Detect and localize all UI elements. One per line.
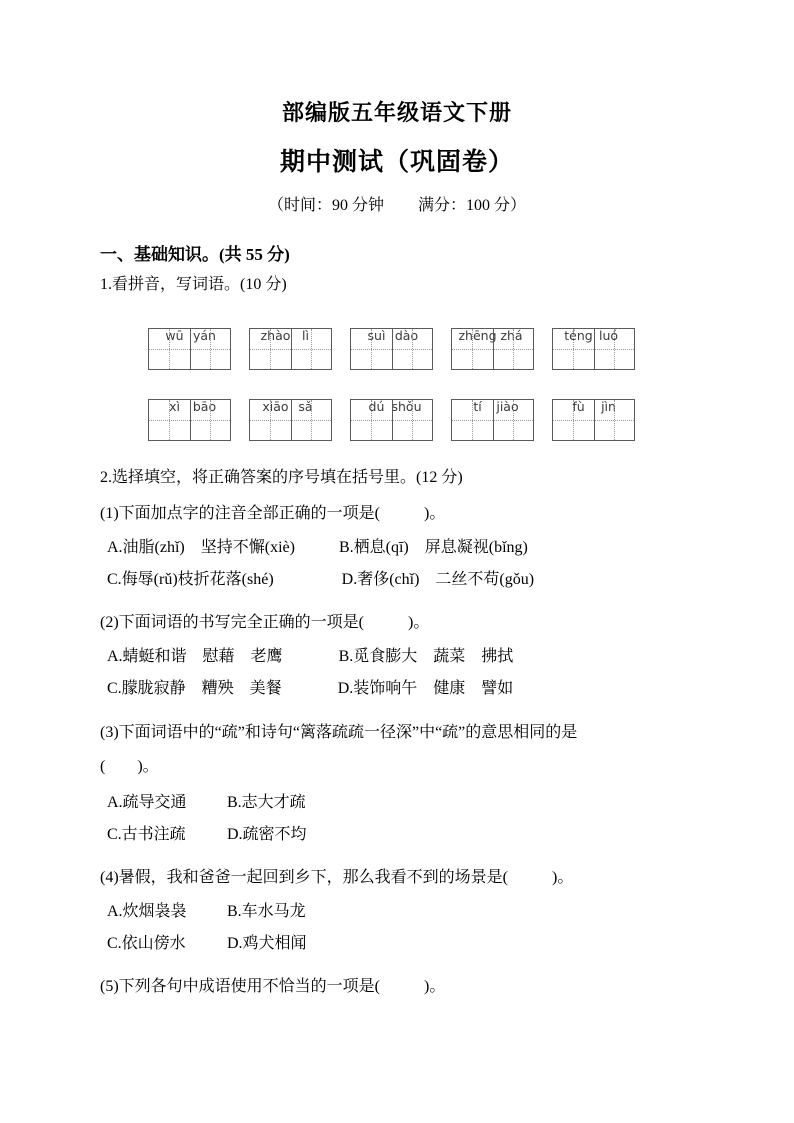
question-2-3-stem: (3)下面词语中的“疏”和诗句“篱落疏疏一径深”中“疏”的意思相同的是 bbox=[100, 724, 578, 741]
option-d[interactable]: D.奢侈(chǐ) 二丝不苟(gǒu) bbox=[341, 571, 535, 588]
pinyin-label: téng luó bbox=[564, 328, 619, 343]
grid-group[interactable] bbox=[451, 328, 534, 370]
question-2-4-options-cd bbox=[107, 930, 307, 953]
grid-group[interactable] bbox=[148, 328, 231, 370]
option-d[interactable]: D.装饰响午 健康 譬如 bbox=[337, 680, 514, 697]
pinyin-label: zhào lì bbox=[260, 328, 309, 343]
pinyin-label: xiāo sǎ bbox=[262, 399, 313, 414]
question-2-2-options-cd bbox=[107, 675, 513, 698]
tianzige-cell[interactable] bbox=[553, 400, 594, 440]
tianzige-cell[interactable] bbox=[149, 329, 190, 369]
tianzige-box-pair[interactable] bbox=[451, 328, 534, 370]
pinyin-writing-grid bbox=[148, 306, 648, 447]
option-b[interactable]: B.觅食膨大 蔬菜 拂拭 bbox=[338, 648, 514, 665]
pinyin-label: tí jiào bbox=[473, 399, 519, 414]
exam-time: （时间：90 分钟 bbox=[267, 197, 384, 214]
question-2-2-options-ab bbox=[107, 643, 513, 666]
question-2-1-stem: (1)下面加点字的注音全部正确的一项是( )。 bbox=[100, 505, 446, 522]
option-d[interactable]: D.疏密不均 bbox=[227, 826, 307, 843]
tianzige-cell[interactable] bbox=[392, 329, 433, 369]
tianzige-cell[interactable] bbox=[291, 329, 332, 369]
option-c[interactable]: C.依山傍水 bbox=[107, 935, 186, 952]
tianzige-box-pair[interactable] bbox=[148, 328, 231, 370]
question-2-4-options-ab bbox=[107, 898, 306, 921]
tianzige-cell[interactable] bbox=[392, 400, 433, 440]
pinyin-label: wū yán bbox=[165, 328, 216, 343]
option-d[interactable]: D.鸡犬相闻 bbox=[227, 935, 307, 952]
page-subtitle: 期中测试（巩固卷） bbox=[279, 149, 514, 176]
option-a[interactable]: A.蜻蜓和谐 慰藉 老鹰 bbox=[107, 648, 283, 665]
grid-group[interactable] bbox=[350, 399, 433, 441]
tianzige-cell[interactable] bbox=[594, 400, 635, 440]
question-2-2-stem: (2)下面词语的书写完全正确的一项是( )。 bbox=[100, 614, 430, 631]
tianzige-cell[interactable] bbox=[452, 329, 493, 369]
tianzige-box-pair[interactable] bbox=[552, 328, 635, 370]
question-2-3-options-ab bbox=[107, 789, 306, 812]
tianzige-box-pair[interactable] bbox=[350, 328, 433, 370]
tianzige-cell[interactable] bbox=[250, 329, 291, 369]
tianzige-cell[interactable] bbox=[452, 400, 493, 440]
question-2-3-answer-blank[interactable]: ( )。 bbox=[100, 758, 159, 775]
option-c[interactable]: C.侮辱(rǔ)枝折花落(shé) bbox=[107, 571, 274, 588]
option-b[interactable]: B.志大才疏 bbox=[227, 794, 306, 811]
tianzige-cell[interactable] bbox=[149, 400, 190, 440]
tianzige-cell[interactable] bbox=[190, 329, 231, 369]
grid-row-2 bbox=[148, 377, 648, 447]
tianzige-cell[interactable] bbox=[190, 400, 231, 440]
tianzige-box-pair[interactable] bbox=[552, 399, 635, 441]
pinyin-label: dú shǒu bbox=[368, 399, 422, 414]
question-2-5-stem: (5)下列各句中成语使用不恰当的一项是( )。 bbox=[100, 978, 446, 995]
grid-group[interactable] bbox=[552, 328, 635, 370]
pinyin-label: fù jìn bbox=[572, 399, 616, 414]
tianzige-box-pair[interactable] bbox=[249, 399, 332, 441]
question-2-prompt: 2.选择填空，将正确答案的序号填在括号里。(12 分) bbox=[100, 469, 463, 486]
question-2-3-options-cd bbox=[107, 821, 307, 844]
tianzige-cell[interactable] bbox=[351, 329, 392, 369]
option-a[interactable]: A.疏导交通 bbox=[107, 794, 187, 811]
tianzige-box-pair[interactable] bbox=[249, 328, 332, 370]
grid-group[interactable] bbox=[148, 399, 231, 441]
tianzige-cell[interactable] bbox=[553, 329, 594, 369]
pinyin-label: suì dào bbox=[367, 328, 419, 343]
grid-group[interactable] bbox=[249, 328, 332, 370]
page-title: 部编版五年级语文下册 bbox=[281, 100, 512, 125]
question-2-1-options-ab bbox=[107, 534, 528, 557]
option-b[interactable]: B.栖息(qī) 屏息凝视(bǐng) bbox=[338, 539, 528, 556]
grid-group[interactable] bbox=[552, 399, 635, 441]
question-2-1-options-cd bbox=[107, 566, 534, 589]
option-a[interactable]: A.油脂(zhǐ) 坚持不懈(xiè) bbox=[107, 539, 295, 556]
tianzige-box-pair[interactable] bbox=[451, 399, 534, 441]
section-heading-basics: 一、基础知识。(共 55 分) bbox=[100, 245, 290, 264]
question-2-4-stem: (4)暑假，我和爸爸一起回到乡下，那么我看不到的场景是( )。 bbox=[100, 869, 574, 886]
grid-group[interactable] bbox=[451, 399, 534, 441]
option-a[interactable]: A.炊烟袅袅 bbox=[107, 903, 187, 920]
option-b[interactable]: B.车水马龙 bbox=[227, 903, 306, 920]
tianzige-cell[interactable] bbox=[351, 400, 392, 440]
tianzige-cell[interactable] bbox=[250, 400, 291, 440]
grid-group[interactable] bbox=[249, 399, 332, 441]
grid-group[interactable] bbox=[350, 328, 433, 370]
tianzige-box-pair[interactable] bbox=[350, 399, 433, 441]
tianzige-cell[interactable] bbox=[594, 329, 635, 369]
tianzige-cell[interactable] bbox=[493, 400, 534, 440]
exam-total-score: 满分：100 分） bbox=[418, 197, 527, 214]
tianzige-cell[interactable] bbox=[291, 400, 332, 440]
question-1-prompt: 1.看拼音，写词语。(10 分) bbox=[100, 276, 287, 293]
grid-row-1 bbox=[148, 306, 648, 373]
pinyin-label: zhēng zhá bbox=[458, 328, 523, 343]
option-c[interactable]: C.朦胧寂静 糟殃 美餐 bbox=[107, 680, 282, 697]
tianzige-cell[interactable] bbox=[493, 329, 534, 369]
exam-meta bbox=[0, 192, 794, 215]
tianzige-box-pair[interactable] bbox=[148, 399, 231, 441]
pinyin-label: xì bāo bbox=[169, 399, 217, 414]
option-c[interactable]: C.古书注疏 bbox=[107, 826, 186, 843]
